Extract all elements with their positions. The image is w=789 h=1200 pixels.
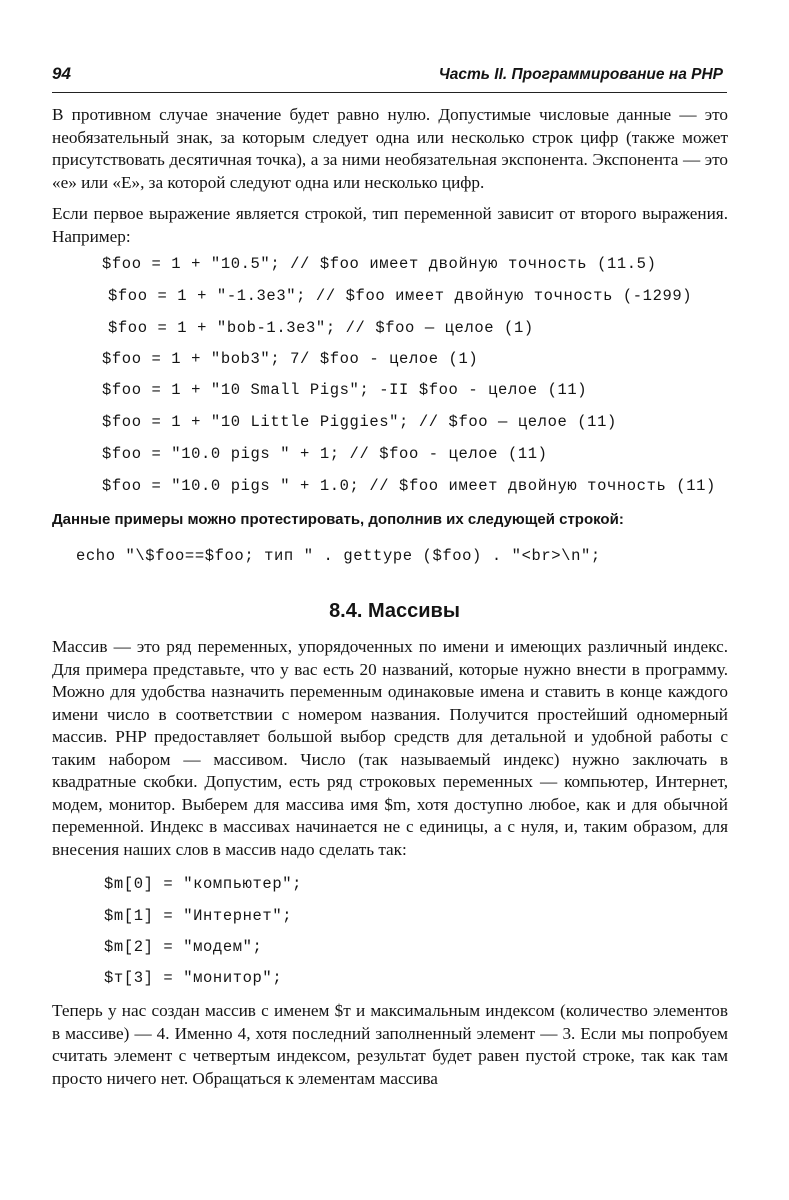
array-line: $т[3] = "монитор";	[104, 969, 283, 987]
header-rule	[52, 92, 727, 93]
intro-paragraph: В противном случае значение будет равно нулю. Допустимые числовые данные — это необязательный знак, за которым следует одна или несколько строк цифр (также может присутствовать десятичная точка), а за ними необязательная экспонента. Экспонента — это «е» или «Е», за которой следуют одна или несколько цифр.	[52, 105, 728, 192]
code-line: $foo = "10.0 pigs " + 1.0; // $foo имеет двойную точность (11)	[102, 477, 716, 495]
section-heading: 8.4. Массивы	[329, 600, 460, 622]
code-line: $foo = 1 + "10 Little Piggies"; // $foo — целое (11)	[102, 413, 617, 431]
running-title: Часть II. Программирование на PHP	[438, 66, 723, 83]
array-line: $m[1] = "Интернет";	[104, 907, 293, 925]
arrays-paragraph: Массив — это ряд переменных, упорядоченных по имени и имеющих различный индекс. Для примера представьте, что у вас есть 20 названий, которые нужно внести в программу. Можно для удобства назначить переменным одинаковые имена и ставить в конце каждого имени число в соответствии с номером названия. Получится простейший одномерный массив. PHP предоставляет большой выбор средств для детальной и удобной работы с таким набором — массивом. Число (так называемый индекс) нужно заключать в квадратные скобки. Допустим, есть ряд строковых переменных — компьютер, Интернет, модем, монитор. Выберем для массива имя $m, хотя доступно любое, как и для обычной переменной. Индекс в массивах начинается не с единицы, а с нуля, и, таким образом, для внесения наших слов в массив надо сделать так:	[52, 637, 728, 859]
array-line: $m[2] = "модем";	[104, 938, 263, 956]
test-note: Данные примеры можно протестировать, дополнив их следующей строкой:	[52, 511, 624, 528]
code-line: $foo = "10.0 pigs " + 1; // $foo - целое (11)	[102, 445, 548, 463]
code-line: $foo = 1 + "10 Small Pigs"; -II $foo - целое (11)	[102, 381, 588, 399]
example-intro: Если первое выражение является строкой, тип переменной зависит от второго выражения. Например:	[52, 204, 728, 246]
code-line: $foo = 1 + "-1.3e3"; // $foo имеет двойную точность (-1299)	[108, 287, 693, 305]
array-line: $m[0] = "компьютер";	[104, 875, 303, 893]
closing-paragraph: Теперь у нас создан массив с именем $т и максимальным индексом (количество элементов в массиве) — 4. Именно 4, хотя последний заполненный элемент — 3. Если мы попробуем считать элемент с четвертым индексом, результат будет равен пустой строке, так как там просто ничего нет. Обращаться к элементам массива	[52, 1001, 728, 1088]
code-line: $foo = 1 + "10.5"; // $foo имеет двойную точность (11.5)	[102, 255, 657, 273]
page-number: 94	[52, 64, 71, 83]
code-line: $foo = 1 + "bob3"; 7/ $foo - целое (1)	[102, 350, 479, 368]
code-line: $foo = 1 + "bob-1.3e3"; // $foo — целое (1)	[108, 319, 534, 337]
echo-line: echo "\$foo==$foo; тип " . gettype ($foo) . "<br>\n";	[76, 547, 601, 565]
